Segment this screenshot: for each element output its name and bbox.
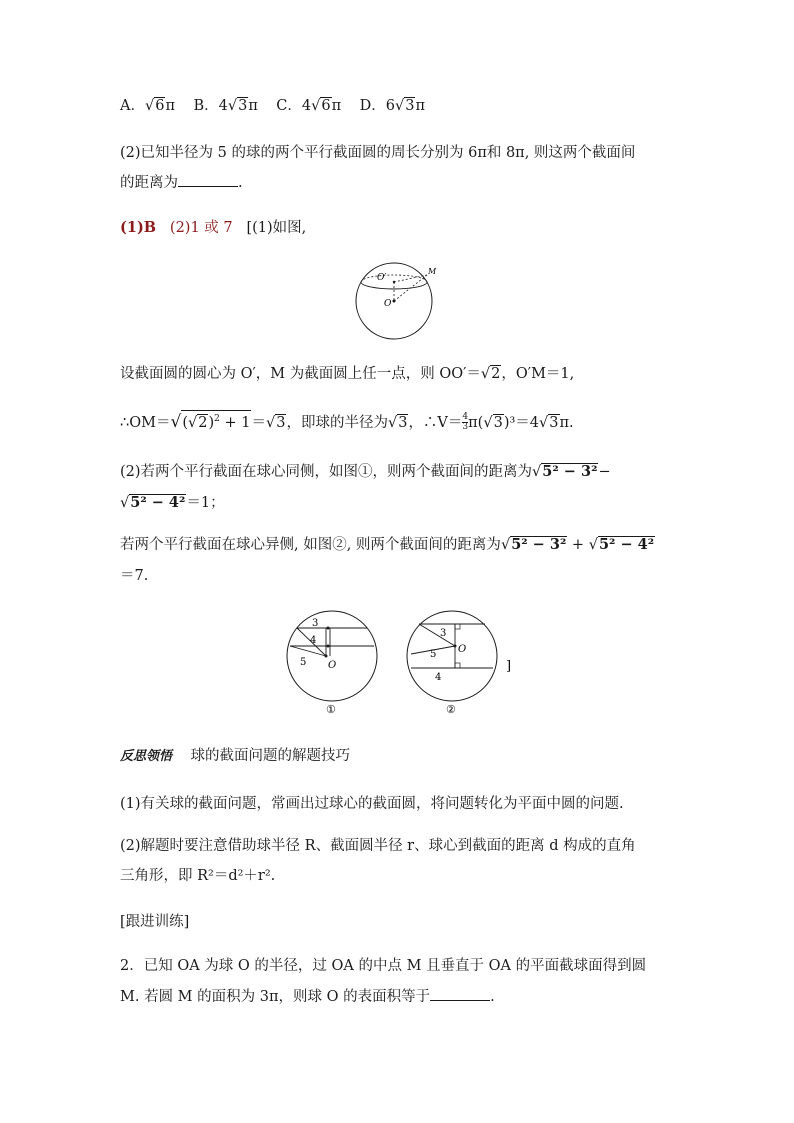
reflection-p2-line2: 三角形，即 R²＝d²＋r². <box>120 868 276 884</box>
label-m: M <box>428 267 437 276</box>
svg-text:4: 4 <box>435 672 442 683</box>
svg-text:5: 5 <box>430 649 437 660</box>
svg-text:4: 4 <box>310 635 317 646</box>
svg-text:3: 3 <box>440 628 447 639</box>
caption-1: ① <box>326 703 336 716</box>
figure-opposite-side <box>407 611 497 716</box>
option-d-value: √3 <box>394 98 415 114</box>
solution-line1: 设截面圆的圆心为 O′，M 为截面圆上任一点，则 OO′＝√2，O′M＝1, <box>120 366 575 382</box>
answer-part2: (2)1 或 7 <box>169 220 233 236</box>
training-q-line1: 2．已知 OA 为球 O 的半径，过 OA 的中点 M 且垂直于 OA 的平面截球面得到圆 <box>120 958 647 974</box>
label-o-prime: O′ <box>377 273 387 283</box>
solution-line4: √5² − 4²＝1； <box>120 494 225 511</box>
reflection-heading <box>120 746 350 767</box>
two-sections-figure <box>280 606 520 718</box>
option-a-value: √6 <box>144 98 165 114</box>
caption-2: ② <box>446 703 456 716</box>
option-b-label: B． <box>193 98 219 114</box>
answer-part1: (1)B <box>120 219 157 236</box>
solution-line5: 若两个平行截面在球心异侧, 如图②, 则两个截面间的距离为√5² − 3² + √5² − 4² <box>120 536 655 553</box>
answer-blank <box>178 172 238 187</box>
fraction-4-3: $\frac{4}{3}$ <box>462 412 469 433</box>
option-c-value: √6 <box>311 98 331 114</box>
q2-line1: (2)已知半径为 5 的球的两个平行截面圆的周长分别为 6π和 8π, 则这两个截面间 <box>120 145 636 161</box>
reflection-p2-line1: (2)解题时要注意借助球半径 R、截面圆半径 r、球心到截面的距离 d 构成的直角 <box>120 838 636 854</box>
solution-line3: (2)若两个平行截面在球心同侧，如图①，则两个截面间的距离为√5² − 3²− <box>120 463 611 480</box>
figure-same-side <box>287 611 377 716</box>
solution-line2: $\therefore OM=√(√2)^2 + 1=√3$，即球的半径为√3，∴V＝ $\frac{4}{3}$ π(√3)³＝4√3π. <box>120 411 574 433</box>
training-q-line2: M. 若圆 M 的面积为 3π，则球 O 的表面积等于 . <box>120 986 495 1007</box>
q1-options: A．√6π B．4√3π C．4√6π D．6√3π <box>120 98 425 114</box>
reflection-p1: (1)有关球的截面问题，常画出过球心的截面圆，将问题转化为平面中圆的问题. <box>120 796 624 812</box>
svg-text:O: O <box>458 644 467 655</box>
training-answer-blank <box>430 986 490 1001</box>
reflection-tag: 反思领悟 <box>120 749 173 764</box>
svg-text:O: O <box>328 660 337 671</box>
sphere-section-figure <box>350 256 450 348</box>
training-tag: [跟进训练] <box>120 914 190 930</box>
option-b-value: √3 <box>227 98 248 114</box>
q2-line2: 的距离为 . <box>120 172 243 193</box>
close-bracket: ] <box>506 659 512 674</box>
svg-text:5: 5 <box>300 657 307 668</box>
option-c-label: C． <box>276 98 302 114</box>
answer-line <box>120 218 306 238</box>
label-o: O <box>384 299 392 309</box>
option-a-label: A． <box>120 98 145 114</box>
svg-text:3: 3 <box>312 618 319 629</box>
solution-line6: ＝7. <box>120 568 149 584</box>
option-d-label: D． <box>359 98 386 114</box>
reflection-title: 球的截面问题的解题技巧 <box>190 748 350 764</box>
answer-bracket: [(1)如图, <box>246 220 307 236</box>
